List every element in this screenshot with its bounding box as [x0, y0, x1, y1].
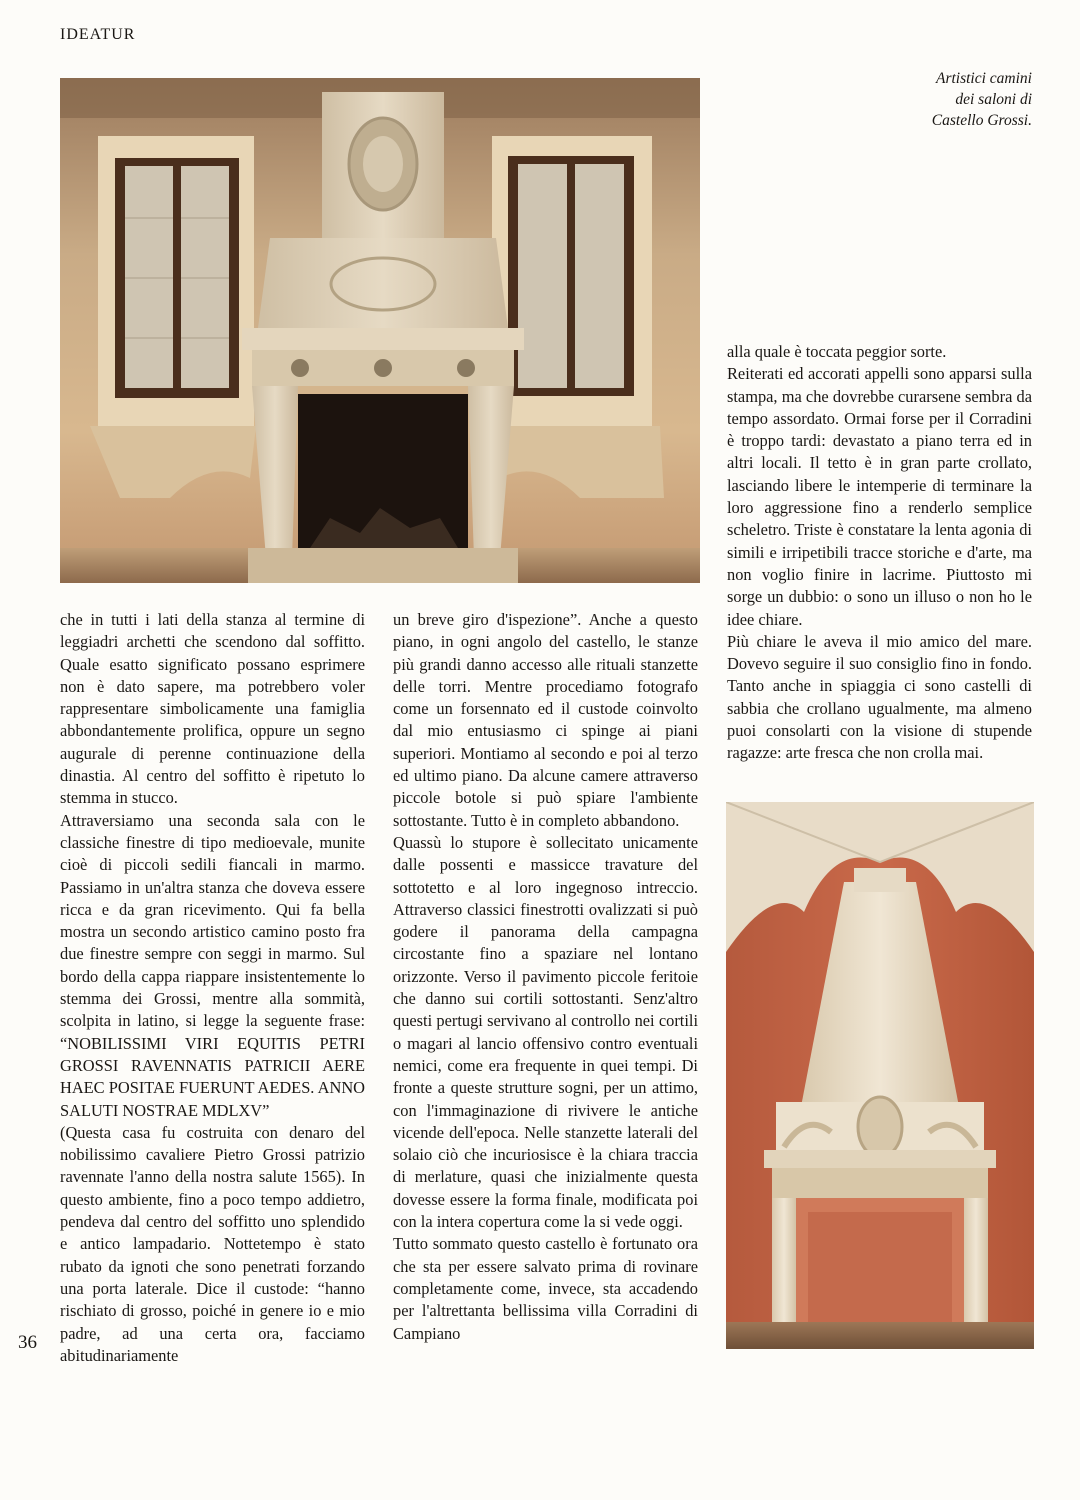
- text-column-1: [60, 609, 365, 1367]
- caption-line: Castello Grossi.: [931, 112, 1032, 129]
- paragraph: che in tutti i lati della stanza al termine di leggiadri archetti che scendono dal soffitto. Quale esatto significato possano esprimere non è dato sapere, ma potrebbero voler rappresentare simbolicamente una famiglia abbondantemente prolifica, oppure un segno augurale di perenne continuazione della dinastia. Al centro del soffitto è ripetuto lo stemma in stucco.: [60, 610, 365, 808]
- paragraph: Attraversiamo una seconda sala con le classiche finestre di tipo medioevale, munite cioè di piccoli sedili fiancali in marmo. Passiamo in un'altra stanza che doveva essere ricca e da gran ricevimento. Qui fa bella mostra un secondo artistico camino posto fra due finestre sempre con seggi in marmo. Sul bordo della cappa riappare insistentemente lo stemma dei Grossi, mentre alla sommità, scolpita in latino, si legge la seguente frase: “NOBILISSIMI VIRI EQUITIS PETRI GROSSI RAVENNATIS PATRICII AERE HAEC POSITAE FUERUNT AEDES. ANNO SALUTI NOSTRAE MDLXV”: [60, 810, 365, 1120]
- caption-line: Artistici camini: [935, 70, 1032, 87]
- paragraph: Tutto sommato questo castello è fortunato ora che sta per essere salvato prima di rovinare completamente come, invece, sta accadendo per l'altrettanta bellissima villa Corradini di Campiano: [393, 1234, 698, 1343]
- magazine-header: IDEATUR: [60, 26, 136, 43]
- paragraph: Più chiare le aveva il mio amico del mare. Dovevo seguire il suo consiglio fino in fondo. Tanto anche in spiaggia ci sono castelli di sabbia che crollano ugualmente, ma almeno puoi consolarti con la visione di stupende ragazze: arte fresca che non crolla mai.: [727, 631, 1032, 763]
- hooded-fireplace-illustration: [726, 802, 1034, 1349]
- paragraph: (Questa casa fu costruita con denaro del nobilissimo cavaliere Pietro Grossi patrizio ravennate l'anno della nostra salute 1565). In questo ambiente, fino a poco tempo addietro, pendeva dal centro del soffitto uno splendido e antico lampadario. Nottetempo è stato rubato da ignoti che sono penetrati forzando una porta laterale. Dice il custode: “hanno rischiato di grosso, poiché in genere io e mio padre, ad una certa ora, facciamo abitudinariamente: [60, 1122, 365, 1365]
- page-number: 36: [18, 1332, 37, 1353]
- caption-line: dei saloni di: [955, 91, 1032, 108]
- paragraph: alla quale è toccata peggior sorte.: [727, 342, 947, 361]
- text-column-3: [727, 341, 1032, 765]
- photo-caption: [812, 68, 1032, 131]
- paragraph: Quassù lo stupore è sollecitato unicamente dalle possenti e massicce travature del sottotetto e al loro ingegnoso intreccio. Attraverso classici finestrotti ovalizzati si può godere il panorama della campagna circostante fino a spaziare nel lontano orizzonte. Verso il pavimento piccole feritoie che danno sui cortili sottostanti. Senz'altro questi pertugi servivano al controllo nei cortili o magari al lancio offensivo contro eventuali nemici, come era frequente in quei tempi. Di fronte a queste strutture sogni, per un attimo, con l'immaginazione di rivivere le antiche vicende dell'epoca. Nelle stanzette laterali del solaio ciò che incuriosisce è la chiara traccia di merlature, quasi che inizialmente questa dovesse essere la forma finale, modificata poi con la intera copertura come la si vede oggi.: [393, 832, 698, 1232]
- text-column-2: [393, 609, 698, 1345]
- fireplace-photo: [60, 78, 700, 583]
- paragraph: un breve giro d'ispezione”. Anche a questo piano, in ogni angolo del castello, le stanze più grandi danno accesso alle rituali stanzette delle torri. Mentre procediamo fotografo come un forsennato ed il custode coinvolto dal mio entusiasmo ci spinge ai piani superiori. Montiamo al secondo e poi al terzo ed ultimo piano. Da alcune camere attraverso piccole botole si può spiare l'ambiente sottostante. Tutto è in completo abbandono.: [393, 610, 698, 830]
- fireplace-illustration: [60, 78, 700, 583]
- paragraph: Reiterati ed accorati appelli sono apparsi sulla stampa, ma che dovrebbe curarsene sembra da tempo assordato. Ormai forse per il Corradini è troppo tardi: devastato a piano terra ed in altri locali. Il tetto è in gran parte crollato, lasciando libere le intemperie di terminare la loro aggressione fino a renderlo semplice scheletro. Triste è constatare la lenta agonia di simili e irripetibili tracce storiche e d'arte, ma non voglio finire in lacrime. Piuttosto mi sorge un dubbio: o sono un illuso o non ho le idee chiare.: [727, 364, 1032, 629]
- hooded-fireplace-photo: [726, 802, 1034, 1349]
